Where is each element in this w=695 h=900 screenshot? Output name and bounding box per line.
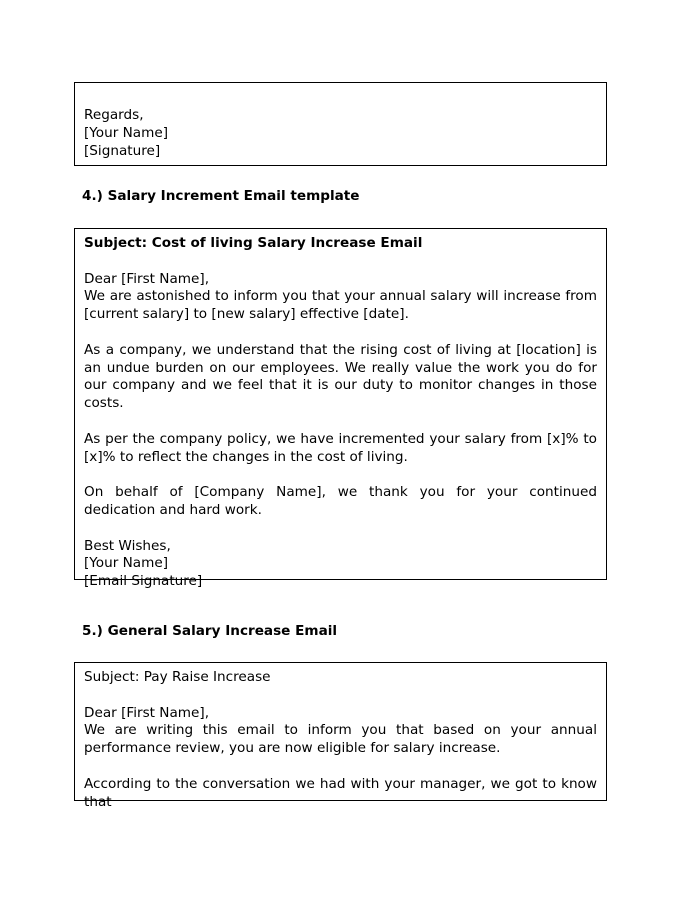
email-subject: Subject: Cost of living Salary Increase Email xyxy=(84,235,423,251)
email-paragraph: We are writing this email to inform you that based on your annual performance review, you are now eligible for salary increase. xyxy=(84,722,597,757)
email-paragraph: On behalf of [Company Name], we thank you for your continued dedication and hard work. xyxy=(84,484,597,518)
email-paragraph: According to the conversation we had with your manager, we got to know that xyxy=(84,775,597,810)
email-greeting: Dear [First Name], xyxy=(84,704,210,721)
signature-placeholder: [Signature] xyxy=(84,142,161,159)
email-paragraph: We are astonished to inform you that your annual salary will increase from [current salary] to [new salary] effective [date]. xyxy=(84,288,597,323)
email-closing: Best Wishes, xyxy=(84,537,171,554)
email-greeting: Dear [First Name], xyxy=(84,270,210,287)
name-placeholder: [Your Name] xyxy=(84,124,169,141)
name-placeholder: [Your Name] xyxy=(84,555,169,572)
general-salary-increase-email-box xyxy=(74,662,607,810)
email-subject: Subject: Pay Raise Increase xyxy=(84,669,271,685)
email-paragraph: As per the company policy, we have incremented your salary from [x]% to [x]% to reflect the changes in the cost of living. xyxy=(84,430,597,465)
signature-placeholder: [Email Signature] xyxy=(84,573,203,590)
closing-text: Regards, xyxy=(84,107,144,123)
letter-closing-box xyxy=(74,82,607,166)
section-heading-salary-increment: 4.) Salary Increment Email template xyxy=(82,188,360,204)
section-heading-general-salary-increase: 5.) General Salary Increase Email xyxy=(82,623,338,639)
email-paragraph: As a company, we understand that the rising cost of living at [location] is an undue burden on our employees. We really value the work you do for our company and we feel that it is our duty to monitor changes in those costs. xyxy=(84,341,597,412)
salary-increment-email-box xyxy=(74,228,607,590)
